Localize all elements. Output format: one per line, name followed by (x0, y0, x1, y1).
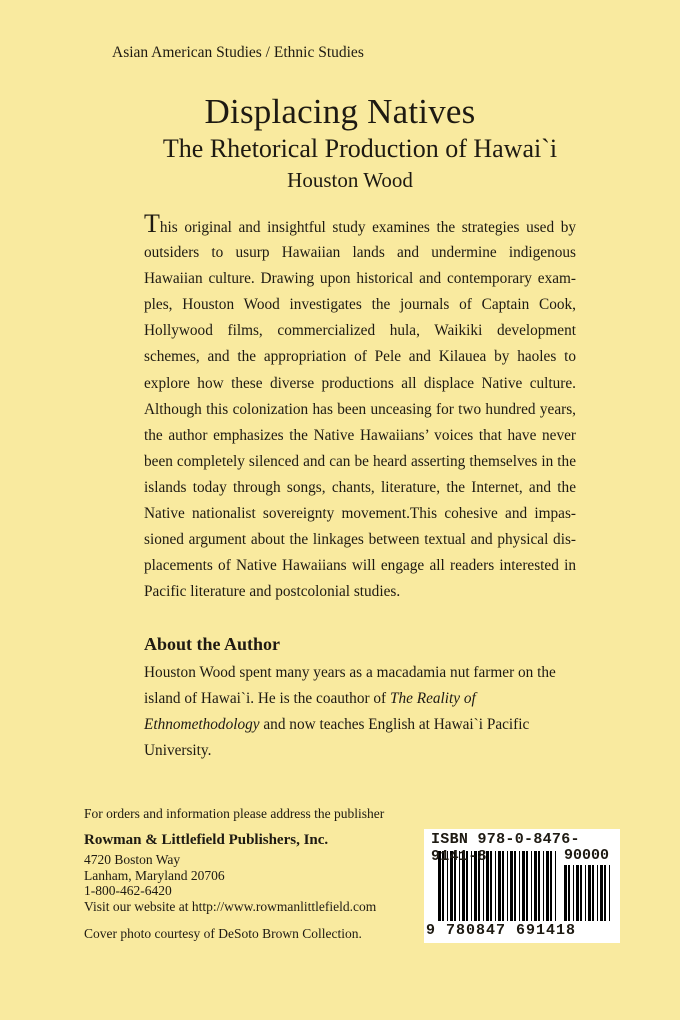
book-reference: Ethnomethodology (144, 716, 260, 734)
book-author: Houston Wood (287, 168, 413, 192)
publisher-address (84, 852, 376, 914)
publisher-website: Visit our website at http://www.rowmanlittlefield.com (84, 898, 377, 914)
description-line: schemes, and the appropriation of Pele and Kilauea by haoles to (144, 348, 576, 366)
description-line: the author emphasizes the Native Hawaiians’ voices that have never (144, 426, 576, 444)
description-line: ples, Houston Wood investigates the journals of Captain Cook, (144, 296, 576, 314)
book-description (144, 209, 576, 605)
address-city: Lanham, Maryland 20706 (84, 867, 225, 883)
description-line: islands today through songs, chants, literature, the Internet, and the (144, 478, 576, 496)
orders-note: For orders and information please address the publisher (84, 806, 385, 821)
publisher-name: Rowman & Littlefield Publishers, Inc. (84, 832, 329, 848)
description-line: This original and insightful study examines the strategies used by (144, 209, 576, 238)
book-subtitle: The Rhetorical Production of Hawai`i (162, 134, 558, 163)
description-line: Pacific literature and postcolonial studies. (144, 583, 401, 601)
isbn-barcode (424, 829, 620, 943)
category-label: Asian American Studies / Ethnic Studies (112, 44, 364, 61)
price-code: 90000 (564, 847, 610, 864)
photo-credit: Cover photo courtesy of DeSoto Brown Collection. (84, 926, 362, 941)
description-line: placements of Native Hawaiians will engage all readers interested in (144, 557, 576, 575)
about-author-text (144, 660, 576, 764)
isbn-number: ISBN 978-0-8476-9141-8 (431, 831, 580, 865)
description-line: sioned argument about the linkages between textual and physical dis- (144, 531, 576, 549)
about-line: island of Hawai`i. He is the coauthor of The Reality of (144, 690, 476, 708)
about-line: Ethnomethodology and now teaches English at Hawai`i Pacific (144, 716, 530, 734)
description-line: Although this colonization has been unceasing for two hundred years, (144, 400, 576, 418)
description-line: Native nationalist sovereignty movement.This cohesive and impas- (144, 505, 576, 523)
description-line: outsiders to usurp Hawaiian lands and undermine indigenous (144, 244, 576, 262)
publisher-phone: 1-800-462-6420 (84, 883, 172, 898)
description-line: Hollywood films, commercialized hula, Waikiki development (144, 322, 576, 340)
drop-cap: T (144, 209, 160, 238)
book-title: Displacing Natives (204, 92, 476, 131)
ean-number: 9 780847 691418 (426, 922, 577, 939)
description-line: been completely silenced and can be heard asserting themselves in the (144, 452, 576, 470)
address-street: 4720 Boston Way (84, 852, 181, 867)
about-line: Houston Wood spent many years as a macadamia nut farmer on the (144, 664, 556, 681)
description-line: explore how these diverse productions all displace Native culture. (144, 374, 576, 392)
about-author-heading: About the Author (144, 634, 281, 654)
description-line: Hawaiian culture. Drawing upon historical and contemporary exam- (144, 270, 576, 288)
about-line: University. (144, 742, 212, 760)
book-reference: The Reality of (389, 690, 476, 708)
